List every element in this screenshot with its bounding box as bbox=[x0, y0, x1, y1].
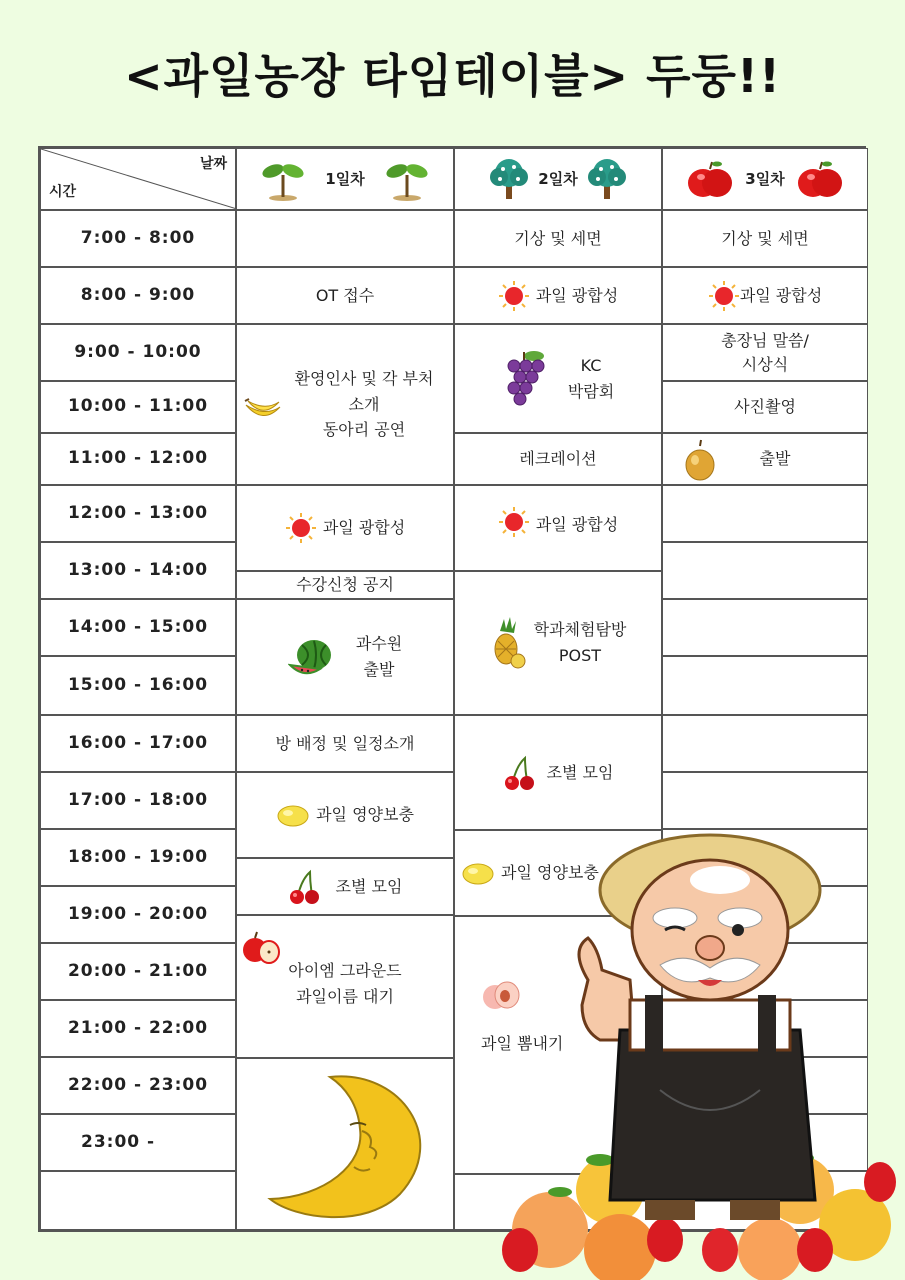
day-header-3 bbox=[662, 148, 868, 210]
day3-speech bbox=[662, 324, 868, 381]
time-slot: 16:00 - 17:00 bbox=[40, 715, 236, 772]
time-slot: 18:00 - 19:00 bbox=[40, 829, 236, 886]
day1-photosynthesis bbox=[236, 485, 454, 571]
time-slot: 17:00 - 18:00 bbox=[40, 772, 236, 829]
time-slot: 20:00 - 21:00 bbox=[40, 943, 236, 1000]
time-slot-empty bbox=[40, 1171, 236, 1230]
pear-icon bbox=[683, 438, 717, 482]
day1-welcome bbox=[236, 324, 454, 485]
day2-photosynthesis-pm bbox=[454, 485, 662, 571]
day1-room bbox=[236, 715, 454, 772]
sun-icon bbox=[498, 280, 530, 312]
sprout-icon bbox=[385, 157, 429, 201]
moon-icon bbox=[250, 1069, 440, 1219]
day3-empty-slot bbox=[662, 599, 868, 656]
apple-icon bbox=[797, 159, 843, 199]
event-label: 기상 및 세면 bbox=[514, 228, 602, 248]
corner-date-label: 날짜 bbox=[199, 156, 227, 172]
day1-empty-slot bbox=[236, 210, 454, 267]
sun-icon bbox=[498, 506, 530, 538]
day3-empty-slot bbox=[662, 485, 868, 542]
day3-photosynthesis bbox=[662, 267, 868, 324]
event-label: OT 접수 bbox=[315, 285, 375, 305]
event-label: 과일 영양보충 bbox=[501, 863, 599, 883]
lemon-icon bbox=[276, 802, 310, 828]
day1-ground bbox=[236, 915, 454, 1058]
event-label: 수강신청 공지 bbox=[296, 575, 394, 595]
time-slot: 23:00 - bbox=[40, 1114, 236, 1171]
time-slot: 14:00 - 15:00 bbox=[40, 599, 236, 656]
time-slot: 19:00 - 20:00 bbox=[40, 886, 236, 943]
sun-icon bbox=[285, 512, 317, 544]
page-title: <과일농장 타임테이블> 두둥!! bbox=[124, 49, 781, 103]
banana-icon bbox=[243, 397, 283, 427]
apple-icon bbox=[687, 159, 733, 199]
watermelon-icon bbox=[288, 635, 338, 679]
day-label-3: 3일차 bbox=[745, 170, 785, 188]
grapes-icon bbox=[502, 348, 546, 410]
day2-recreation bbox=[454, 433, 662, 485]
day1-night bbox=[236, 1058, 454, 1230]
time-slot: 12:00 - 13:00 bbox=[40, 485, 236, 542]
event-label: 환영인사 및 각 부처 소개 동아리 공연 bbox=[294, 369, 434, 440]
day-label-1: 1일차 bbox=[325, 170, 365, 188]
event-label: 조별 모임 bbox=[335, 876, 403, 896]
day-header-2 bbox=[454, 148, 662, 210]
day1-course-notice bbox=[236, 571, 454, 599]
day2-group bbox=[454, 715, 662, 830]
time-slot: 15:00 - 16:00 bbox=[40, 656, 236, 715]
event-label: 과일 광합성 bbox=[535, 515, 619, 534]
sun-icon bbox=[708, 280, 740, 312]
event-label: 조별 모임 bbox=[546, 762, 614, 782]
cherry-icon bbox=[503, 755, 537, 791]
event-label: 과일 뽐내기 bbox=[481, 1034, 564, 1053]
event-label: 과수원 출발 bbox=[355, 634, 403, 679]
event-label: 기상 및 세면 bbox=[721, 228, 809, 248]
day3-empty-slot bbox=[662, 542, 868, 599]
day2-kc bbox=[454, 324, 662, 433]
event-label: 사진촬영 bbox=[734, 397, 796, 417]
event-label: 과일 광합성 bbox=[322, 518, 406, 538]
day2-dept bbox=[454, 571, 662, 715]
thumbs-up-arm bbox=[579, 938, 635, 1040]
event-label: 레크레이션 bbox=[519, 449, 597, 469]
time-slot: 13:00 - 14:00 bbox=[40, 542, 236, 599]
corner-time-label: 시간 bbox=[49, 183, 77, 200]
event-label: 아이엠 그라운드 과일이름 대기 bbox=[288, 961, 402, 1006]
day2-photosynthesis-am bbox=[454, 267, 662, 324]
day3-wake bbox=[662, 210, 868, 267]
event-label: 출발 bbox=[759, 449, 791, 469]
day1-group bbox=[236, 858, 454, 915]
event-label: 과일 영양보충 bbox=[316, 805, 414, 825]
corner-cell bbox=[40, 148, 236, 210]
time-slot: 7:00 - 8:00 bbox=[40, 210, 236, 267]
day3-depart bbox=[662, 433, 868, 485]
event-label: 과일 광합성 bbox=[739, 285, 823, 305]
day3-empty-slot bbox=[662, 772, 868, 829]
sprout-icon bbox=[261, 157, 305, 201]
event-label: 학과체험탐방 POST bbox=[533, 620, 627, 665]
tree-icon bbox=[488, 157, 530, 201]
farmer-illustration bbox=[470, 830, 905, 1280]
time-slot: 21:00 - 22:00 bbox=[40, 1000, 236, 1057]
cherry-icon bbox=[288, 869, 322, 905]
apple-slice-icon bbox=[241, 930, 281, 966]
event-label: 과일 광합성 bbox=[535, 285, 619, 305]
time-slot: 11:00 - 12:00 bbox=[40, 433, 236, 485]
day2-wake bbox=[454, 210, 662, 267]
event-label: KC 박람회 bbox=[567, 355, 615, 401]
day1-orchard bbox=[236, 599, 454, 715]
event-label: 방 배정 및 일정소개 bbox=[275, 733, 415, 753]
day-header-1 bbox=[236, 148, 454, 210]
day3-empty-slot bbox=[662, 715, 868, 772]
tree-icon bbox=[586, 157, 628, 201]
day-label-2: 2일차 bbox=[538, 170, 578, 188]
event-label: 총장님 말씀/ 시상식 bbox=[721, 330, 809, 374]
day1-nutrition bbox=[236, 772, 454, 858]
day3-photo bbox=[662, 381, 868, 433]
time-slot: 8:00 - 9:00 bbox=[40, 267, 236, 324]
day3-empty-slot bbox=[662, 656, 868, 715]
time-slot: 9:00 - 10:00 bbox=[40, 324, 236, 381]
time-slot: 10:00 - 11:00 bbox=[40, 381, 236, 433]
time-slot: 22:00 - 23:00 bbox=[40, 1057, 236, 1114]
day1-ot bbox=[236, 267, 454, 324]
pineapple-icon bbox=[490, 617, 526, 669]
